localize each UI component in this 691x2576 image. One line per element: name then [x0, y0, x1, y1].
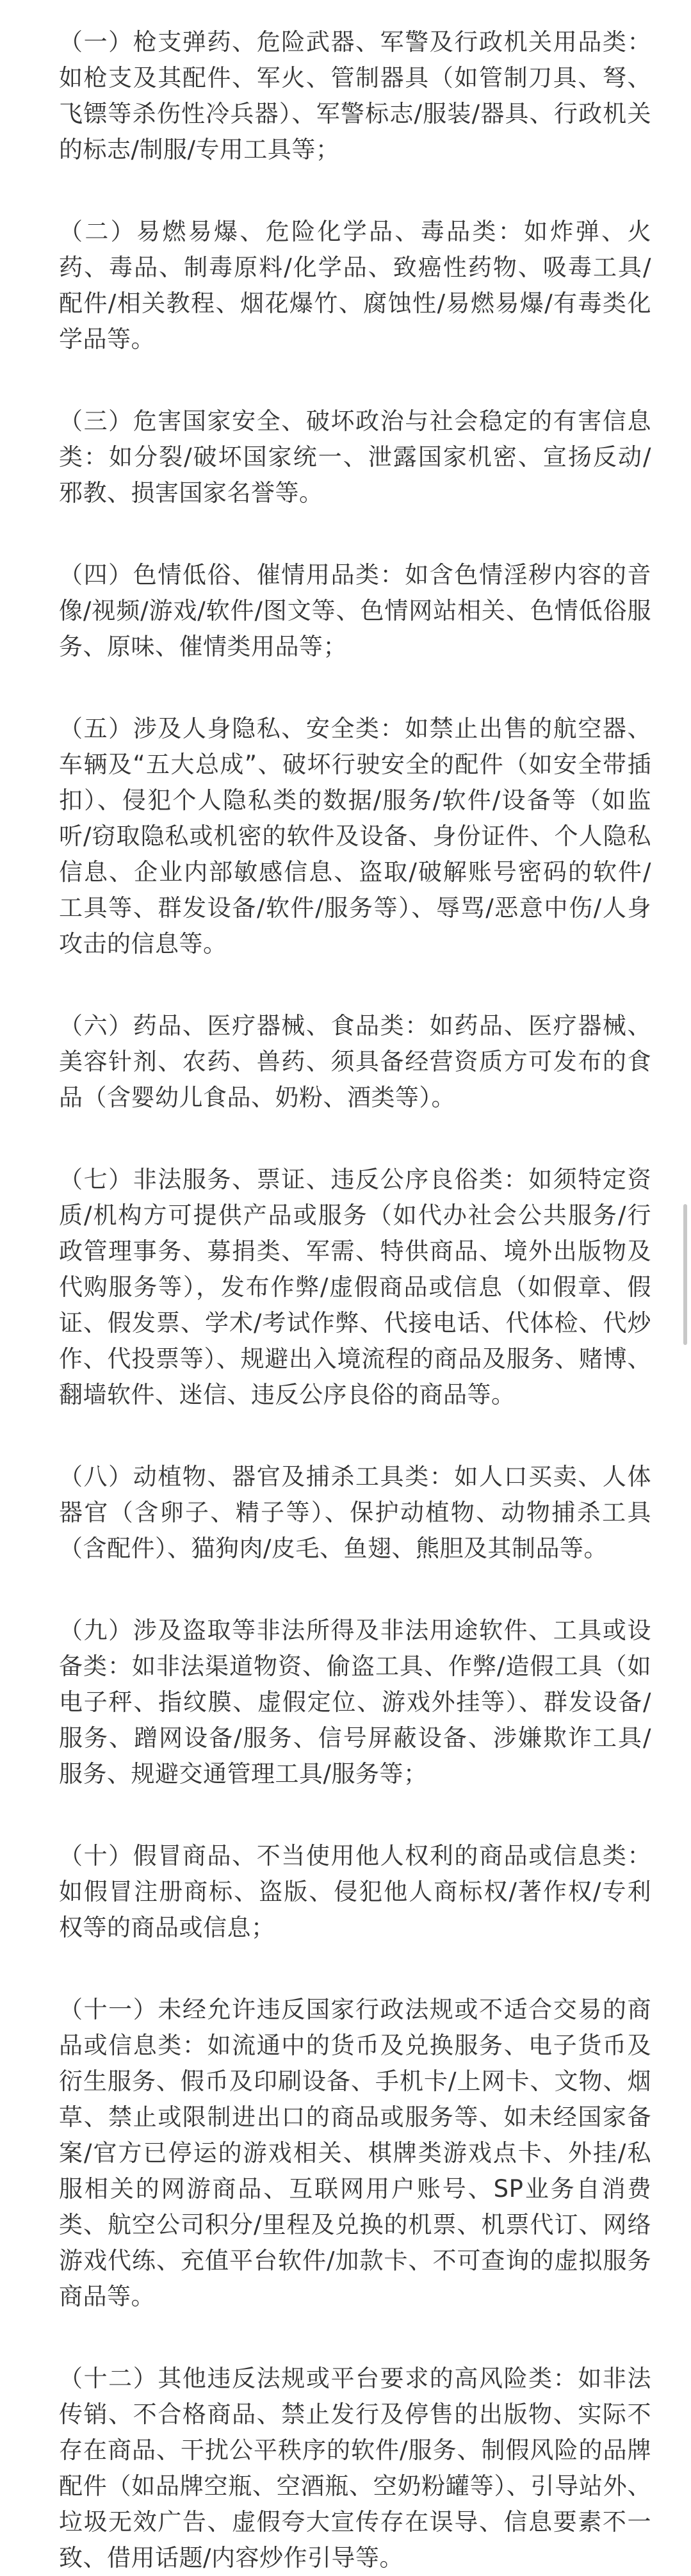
- section-3-national-security: （三）危害国家安全、破坏政治与社会稳定的有害信息类：如分裂/破坏国家统一、泄露国家机密、宣扬反动/邪教、损害国家名誉等。: [59, 407, 651, 507]
- section-6-drugs-medical-food: （六）药品、医疗器械、食品类：如药品、医疗器械、美容针剂、农药、兽药、须具备经营资质方可发布的食品（含婴幼儿食品、奶粉、酒类等）。: [59, 1012, 651, 1111]
- section-1-weapons: （一）枪支弹药、危险武器、军警及行政机关用品类：如枪支及其配件、军火、管制器具（如管制刀具、弩、飞镖等杀伤性冷兵器）、军警标志/服装/器具、行政机关的标志/制服/专用工具等；: [59, 28, 651, 163]
- section-4-pornography: （四）色情低俗、催情用品类：如含色情淫秽内容的音像/视频/游戏/软件/图文等、色情网站相关、色情低俗服务、原味、催情类用品等；: [59, 561, 651, 660]
- section-2-hazardous-chemicals: （二）易燃易爆、危险化学品、毒品类：如炸弹、火药、毒品、制毒原料/化学品、致癌性药物、吸毒工具/配件/相关教程、烟花爆竹、腐蚀性/易燃易爆/有毒类化学品等。: [59, 218, 651, 353]
- section-10-counterfeit: （十）假冒商品、不当使用他人权利的商品或信息类：如假冒注册商标、盗版、侵犯他人商标权/著作权/专利权等的商品或信息；: [59, 1842, 651, 1941]
- section-11-unauthorized-goods: （十一）未经允许违反国家行政法规或不适合交易的商品或信息类：如流通中的货币及兑换服务、电子货币及衍生服务、假币及印刷设备、手机卡/上网卡、文物、烟草、禁止或限制进出口的商品或服务等、如未经国家备案/官方已停运的游戏相关、棋牌类游戏点卡、外挂/私服相关的网游商品、互联网用户账号、SP业务自消费类、航空公司积分/里程及兑换的机票、机票代订、网络游戏代练、充值平台软件/加款卡、不可查询的虚拟服务商品等。: [59, 1996, 651, 2310]
- section-8-animals-organs: （八）动植物、器官及捕杀工具类：如人口买卖、人体器官（含卵子、精子等）、保护动植物、动物捕杀工具（含配件）、猫狗肉/皮毛、鱼翅、熊胆及其制品等。: [59, 1463, 651, 1562]
- section-9-illegal-tools: （九）涉及盗取等非法所得及非法用途软件、工具或设备类：如非法渠道物资、偷盗工具、作弊/造假工具（如电子秤、指纹膜、虚假定位、游戏外挂等）、群发设备/服务、蹭网设备/服务、信号屏蔽设备、涉嫌欺诈工具/服务、规避交通管理工具/服务等；: [59, 1617, 651, 1788]
- section-5-privacy-safety: （五）涉及人身隐私、安全类：如禁止出售的航空器、车辆及“五大总成”、破坏行驶安全的配件（如安全带插扣）、侵犯个人隐私类的数据/服务/软件/设备等（如监听/窃取隐私或机密的软件及设备、身份证件、个人隐私信息、企业内部敏感信息、盗取/破解账号密码的软件/工具等、群发设备/软件/服务等）、辱骂/恶意中伤/人身攻击的信息等。: [59, 715, 651, 958]
- section-12-high-risk: （十二）其他违反法规或平台要求的高风险类：如非法传销、不合格商品、禁止发行及停售的出版物、实际不存在商品、干扰公平秩序的软件/服务、制假风险的品牌配件（如品牌空瓶、空酒瓶、空奶粉罐等）、引导站外、垃圾无效广告、虚假夸大宣传存在误导、信息要素不一致、借用话题/内容炒作引导等。: [59, 2365, 651, 2572]
- section-7-illegal-services: （七）非法服务、票证、违反公序良俗类：如须特定资质/机构方可提供产品或服务（如代办社会公共服务/行政管理事务、募捐类、军需、特供商品、境外出版物及代购服务等），发布作弊/虚假商品或信息（如假章、假证、假发票、学术/考试作弊、代接电话、代体检、代炒作、代投票等）、规避出入境流程的商品及服务、赌博、翻墙软件、迷信、违反公序良俗的商品等。: [59, 1166, 651, 1408]
- scrollbar[interactable]: [683, 1204, 687, 1345]
